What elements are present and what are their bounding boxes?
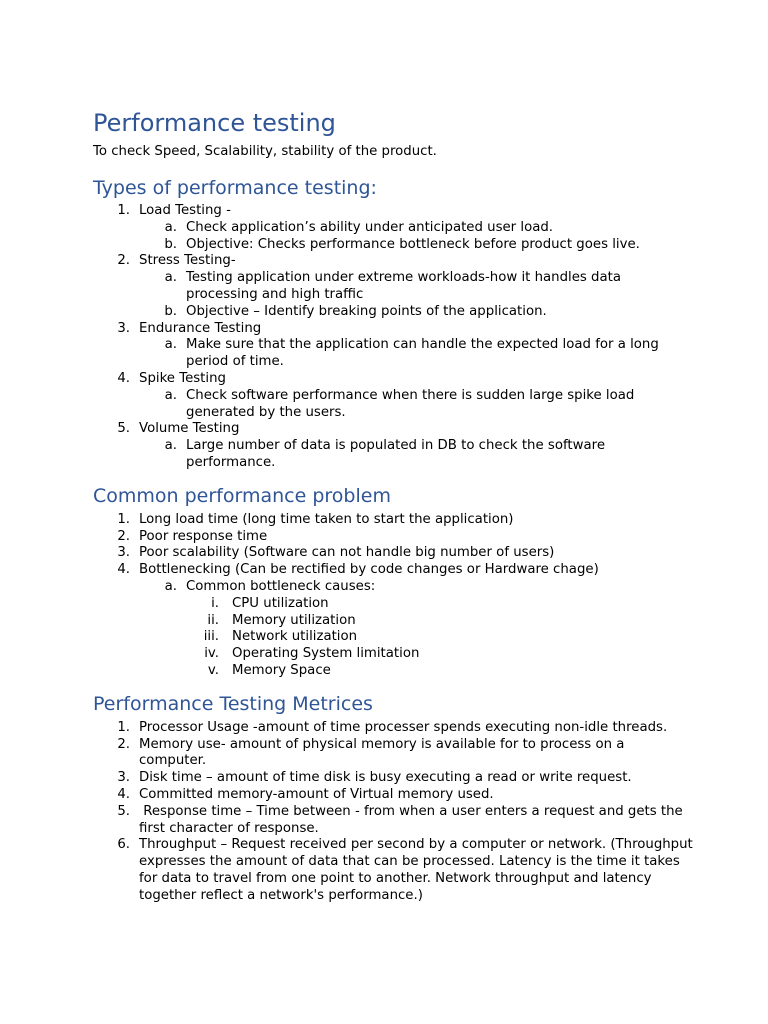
sub-list xyxy=(93,438,693,472)
list-marker: 2. xyxy=(117,253,130,269)
list-item xyxy=(93,203,693,253)
metrics-list xyxy=(93,720,693,905)
list-item xyxy=(93,562,693,680)
sub-list xyxy=(93,337,693,371)
list-item xyxy=(93,613,693,630)
list-marker: a. xyxy=(164,219,177,235)
list-item xyxy=(93,438,693,472)
list-marker: 5. xyxy=(117,421,130,437)
sub-list xyxy=(93,579,693,680)
sub-list xyxy=(93,388,693,422)
list-marker: b. xyxy=(164,236,177,252)
list-marker: a. xyxy=(164,270,177,286)
list-item-text: Long load time (long time taken to start the application) xyxy=(139,511,514,527)
list-item-text: Make sure that the application can handle the expected load for a long period of time. xyxy=(186,337,659,370)
intro-text: To check Speed, Scalability, stability of the product. xyxy=(93,144,437,159)
causes-list xyxy=(93,596,693,680)
list-item-text: Throughput – Request received per second by a computer or network. (Throughput expresses the amount of data that can be processed. Latency is the time it takes for data to travel from one point to another. Network throughput and latency together reflect a network's performance.) xyxy=(139,837,693,903)
list-item-text: Volume Testing xyxy=(139,421,240,437)
list-item xyxy=(93,579,693,680)
list-item-text: Poor scalability (Software can not handle big number of users) xyxy=(139,545,555,561)
list-item-text: Load Testing - xyxy=(139,203,231,218)
list-marker: iii. xyxy=(203,629,219,645)
list-marker: a. xyxy=(164,337,177,353)
list-item-text: Disk time – amount of time disk is busy executing a read or write request. xyxy=(139,770,632,786)
problems-heading: Common performance problem xyxy=(93,484,391,507)
list-item-text: Memory utilization xyxy=(232,612,356,628)
list-marker: b. xyxy=(164,303,177,319)
list-marker: v. xyxy=(207,662,219,678)
list-item xyxy=(93,512,693,529)
list-marker: i. xyxy=(211,595,219,611)
list-item xyxy=(93,337,693,371)
list-item-text: Operating System limitation xyxy=(232,646,420,662)
types-heading: Types of performance testing: xyxy=(93,177,377,199)
list-item xyxy=(93,646,693,663)
list-item xyxy=(93,770,693,787)
list-item-text: Bottlenecking (Can be rectified by code changes or Hardware chage) xyxy=(139,562,599,578)
list-item-text: Testing application under extreme workloads-how it handles data processing and high traffic xyxy=(186,270,622,302)
list-item-text: Check application’s ability under anticipated user load. xyxy=(186,219,554,235)
list-item xyxy=(93,629,693,646)
problems-list xyxy=(93,512,693,680)
list-item-text: Committed memory-amount of Virtual memory used. xyxy=(139,786,494,802)
list-item-text: Large number of data is populated in DB to check the software performance. xyxy=(186,438,605,470)
list-marker: 1. xyxy=(117,719,130,735)
list-marker: iv. xyxy=(204,646,219,662)
list-item xyxy=(93,720,693,737)
list-marker: 2. xyxy=(117,736,130,752)
list-item-text: Memory Space xyxy=(232,662,331,678)
list-marker: a. xyxy=(164,578,177,594)
list-marker: 3. xyxy=(117,545,130,561)
document-page xyxy=(93,108,693,904)
list-item-text: Stress Testing- xyxy=(139,253,236,269)
list-marker: 1. xyxy=(117,203,130,218)
sub-list xyxy=(93,270,693,320)
list-item xyxy=(93,837,693,904)
list-marker: 3. xyxy=(117,320,130,336)
list-item xyxy=(93,545,693,562)
list-marker: 3. xyxy=(117,770,130,786)
list-item-text: CPU utilization xyxy=(232,595,329,611)
list-item xyxy=(93,270,693,304)
list-item-text: Objective – Identify breaking points of the application. xyxy=(186,303,547,319)
list-item xyxy=(93,304,693,321)
list-marker: 2. xyxy=(117,528,130,544)
list-marker: 6. xyxy=(117,837,130,853)
list-item-text: Check software performance when there is sudden large spike load generated by the users. xyxy=(186,387,635,420)
list-marker: ii. xyxy=(207,612,219,628)
list-item xyxy=(93,663,693,680)
list-item xyxy=(93,371,693,421)
list-item xyxy=(93,388,693,422)
list-item xyxy=(93,787,693,804)
list-item xyxy=(93,237,693,254)
list-item xyxy=(93,529,693,546)
sub-list xyxy=(93,220,693,254)
list-item xyxy=(93,421,693,471)
list-item-text: Memory use- amount of physical memory is available for to process on a computer. xyxy=(139,736,625,769)
list-item-text: Response time – Time between - from when a user enters a request and gets the first character of response. xyxy=(139,803,687,836)
list-item xyxy=(93,737,693,771)
list-item-text: Network utilization xyxy=(232,629,358,645)
list-item-text: Spike Testing xyxy=(139,370,226,386)
list-item-text: Processor Usage -amount of time processer spends executing non-idle threads. xyxy=(139,719,668,735)
types-list xyxy=(93,203,693,472)
list-item-text: Poor response time xyxy=(139,528,268,544)
page-title: Performance testing xyxy=(93,109,336,137)
list-marker: a. xyxy=(164,438,177,454)
list-marker: 4. xyxy=(117,786,130,802)
list-marker: 4. xyxy=(117,562,130,578)
list-item xyxy=(93,253,693,320)
list-marker: a. xyxy=(164,387,177,403)
list-item xyxy=(93,321,693,371)
list-item-text: Objective: Checks performance bottleneck before product goes live. xyxy=(186,236,640,252)
list-marker: 5. xyxy=(117,803,130,819)
list-marker: 1. xyxy=(117,511,130,527)
metrics-heading: Performance Testing Metrices xyxy=(93,692,373,715)
list-item xyxy=(93,804,693,838)
list-item-text: Common bottleneck causes: xyxy=(186,578,376,594)
list-item-text: Endurance Testing xyxy=(139,320,262,336)
list-item xyxy=(93,596,693,613)
list-marker: 4. xyxy=(117,370,130,386)
list-item xyxy=(93,220,693,237)
